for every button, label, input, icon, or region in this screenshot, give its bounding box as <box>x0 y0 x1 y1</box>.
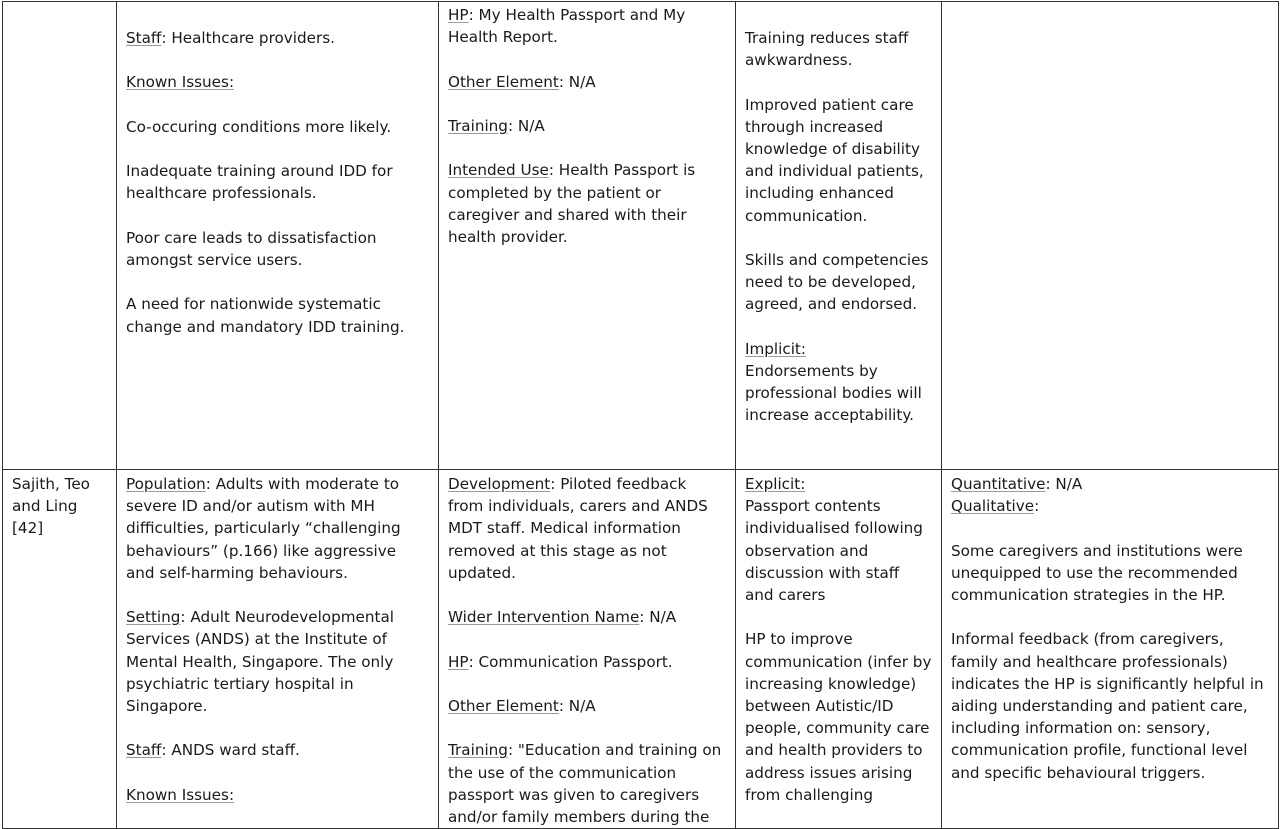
study-citation: Sajith, Teo and Ling [42] <box>12 475 90 538</box>
setting-line <box>126 606 429 717</box>
outcome-text: Some caregivers and institutions were unequipped to use the recommended communication strategies in the HP. <box>951 541 1243 604</box>
known-issues-colon: : <box>228 73 235 92</box>
cell-mechanisms <box>736 2 942 470</box>
known-issues-colon: : <box>228 785 235 804</box>
known-issues-heading <box>126 71 429 93</box>
staff-value: : Healthcare providers. <box>161 29 335 47</box>
staff-value: : ANDS ward staff. <box>161 741 300 760</box>
cell-study <box>3 470 117 829</box>
qualitative-label: Qualitative <box>951 497 1035 516</box>
known-issues-heading <box>126 784 429 806</box>
issue-item: Poor care leads to dissatisfaction amongst service users. <box>126 228 377 269</box>
training-line <box>448 115 726 137</box>
qualitative-colon: : <box>1034 497 1040 516</box>
setting-label: Setting <box>126 608 181 627</box>
cell-study <box>3 2 117 470</box>
wider-intervention-line <box>448 606 726 628</box>
explicit-block <box>745 473 932 606</box>
wider-intervention-label: Wider Intervention Name <box>448 608 640 627</box>
training-label: Training <box>448 116 508 135</box>
implicit-block <box>745 338 932 427</box>
setting-value: : Adult Neurodevelopmental Services (ANDS) at the Institute of Mental Health, Singapore. The only psychiatric tertiary hospital in Singapore. <box>126 608 394 716</box>
quantitative-value: : N/A <box>1045 475 1083 493</box>
training-line <box>448 739 726 828</box>
hp-value: : My Health Passport and My Health Report. <box>448 6 686 47</box>
implicit-colon: : <box>800 339 807 358</box>
wider-intervention-value: : N/A <box>639 608 677 627</box>
quantitative-line <box>951 473 1269 495</box>
issue-item: Co-occuring conditions more likely. <box>126 117 392 136</box>
evidence-table <box>2 1 1279 829</box>
staff-line <box>126 739 429 761</box>
training-value: : "Education and training on the use of the communication passport was given to caregivers and/or family members during the <box>448 741 722 826</box>
staff-label: Staff <box>126 29 162 47</box>
other-element-label: Other Element <box>448 696 559 715</box>
intended-use-value: : Health Passport is completed by the patient or caregiver and shared with their health provider. <box>448 161 696 246</box>
mechanism-text: Skills and competencies need to be developed, agreed, and endorsed. <box>745 251 929 314</box>
staff-line <box>126 27 429 49</box>
quantitative-label: Quantitative <box>951 475 1046 493</box>
hp-value: : Communication Passport. <box>468 652 673 671</box>
other-element-value: : N/A <box>558 696 596 715</box>
cell-context <box>117 2 439 470</box>
training-value: : N/A <box>507 116 545 135</box>
development-line <box>448 473 726 584</box>
implicit-text: Endorsements by professional bodies will increase acceptability. <box>745 362 922 425</box>
known-issues-label: Known Issues <box>126 785 229 804</box>
intended-use-label: Intended Use <box>448 161 549 180</box>
population-label: Population <box>126 475 206 493</box>
issue-item: Inadequate training around IDD for healthcare professionals. <box>126 162 393 203</box>
mechanism-text: Training reduces staff awkwardness. <box>745 29 909 70</box>
intended-use-line <box>448 159 726 248</box>
table-row <box>3 470 1279 829</box>
hp-line <box>448 4 726 48</box>
outcome-text: Informal feedback (from caregivers, family and healthcare professionals) indicates the HP is significantly helpful in aiding understanding and patient care, including information on: sensory, communication profile, functional level and specific behavioural triggers. <box>951 630 1264 782</box>
development-value: : Piloted feedback from individuals, carers and ANDS MDT staff. Medical information removed at this stage as not updated. <box>448 475 708 582</box>
cell-intervention <box>439 470 736 829</box>
other-element-value: : N/A <box>558 72 596 91</box>
cell-outcomes <box>942 470 1279 829</box>
cell-intervention <box>439 2 736 470</box>
population-value: : Adults with moderate to severe ID and/or autism with MH difficulties, particularly “challenging behaviours” (p.166) like aggressive and self-harming behaviours. <box>126 475 401 582</box>
mechanism-text: HP to improve communication (infer by increasing knowledge) between Autistic/ID people, community care and health providers to address issues arising from challenging <box>745 630 932 804</box>
qualitative-line <box>951 495 1269 517</box>
mechanism-text: Improved patient care through increased knowledge of disability and individual patients, including enhanced communication. <box>745 95 924 225</box>
cell-outcomes <box>942 2 1279 470</box>
known-issues-label: Known Issues <box>126 73 229 92</box>
development-label: Development <box>448 475 551 493</box>
hp-line <box>448 651 726 673</box>
hp-label: HP <box>448 6 469 24</box>
cell-mechanisms <box>736 470 942 829</box>
issue-item: A need for nationwide systematic change and mandatory IDD training. <box>126 295 405 336</box>
explicit-colon: : <box>800 475 806 493</box>
explicit-text: Passport contents individualised following observation and discussion with staff and carers <box>745 497 923 605</box>
other-element-label: Other Element <box>448 72 559 91</box>
other-element-line <box>448 695 726 717</box>
explicit-label: Explicit <box>745 475 801 493</box>
staff-label: Staff <box>126 741 162 760</box>
table-row <box>3 2 1279 470</box>
implicit-label: Implicit <box>745 339 801 358</box>
hp-label: HP <box>448 652 469 671</box>
population-line <box>126 473 429 584</box>
cell-context <box>117 470 439 829</box>
other-element-line <box>448 71 726 93</box>
training-label: Training <box>448 741 508 760</box>
